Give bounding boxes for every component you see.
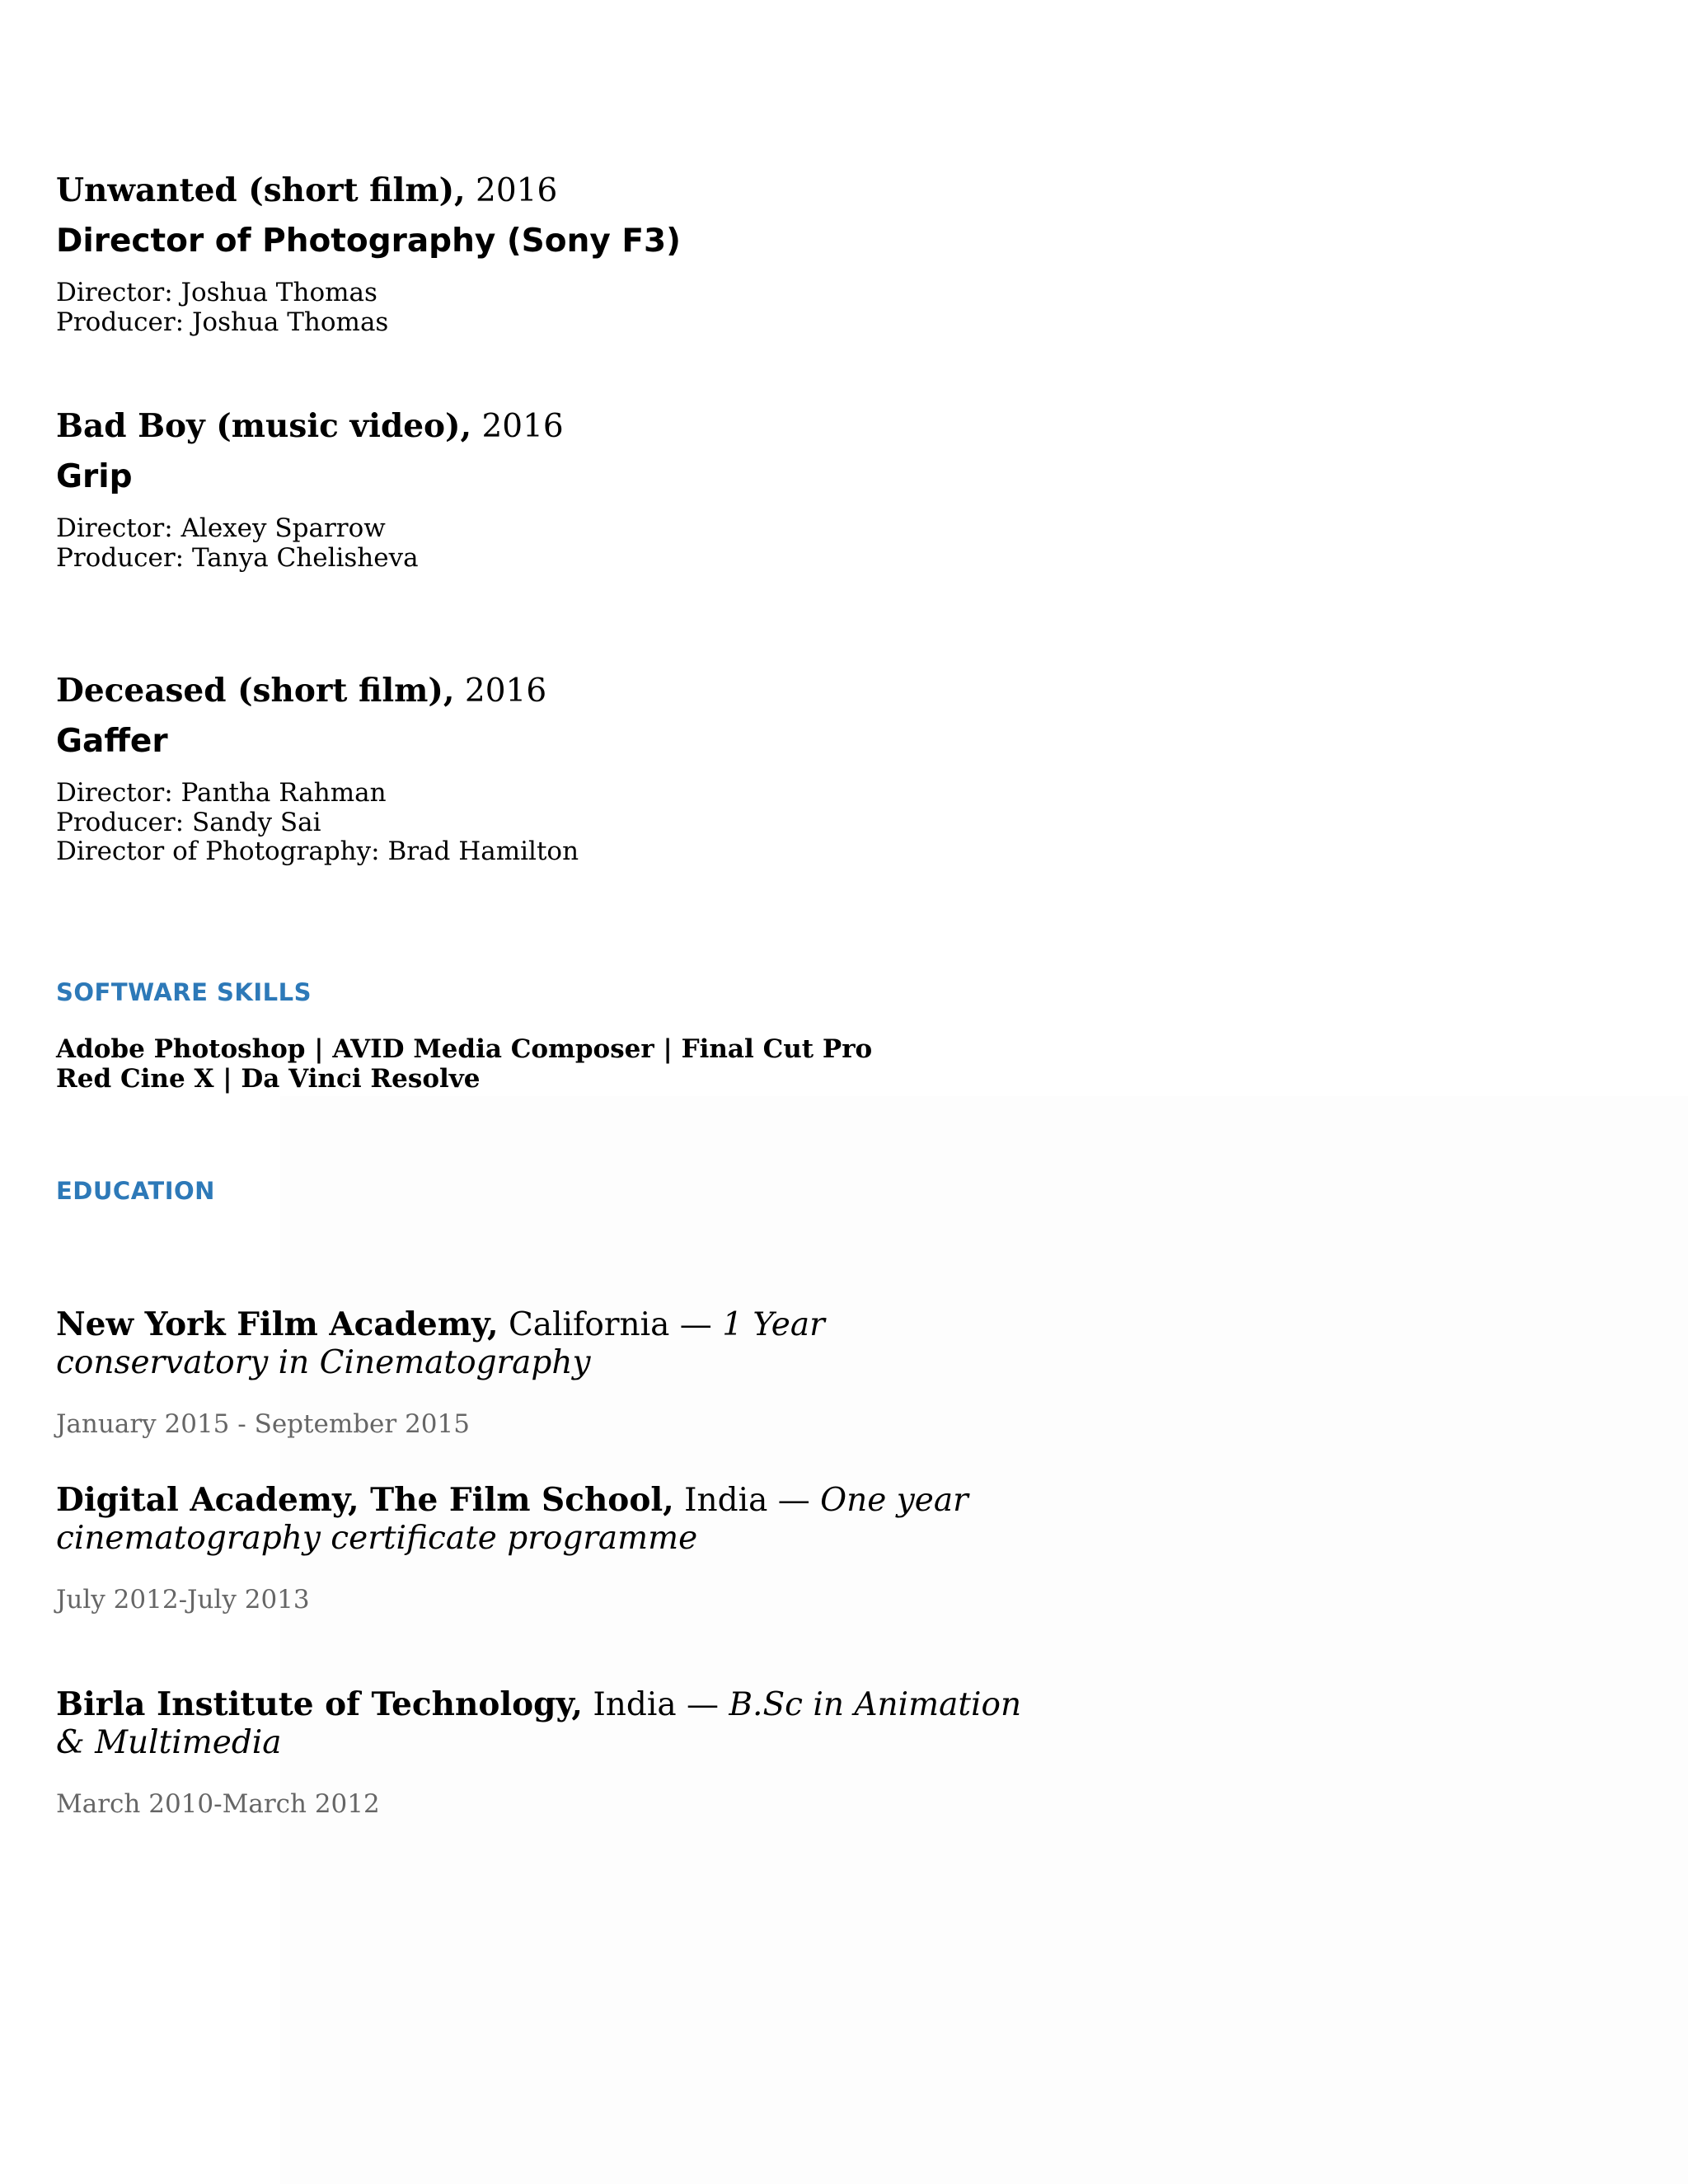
- job-title-deceased: [56, 672, 546, 710]
- job-title-name: Unwanted (short film),: [56, 171, 466, 209]
- job-role: Gaffer: [56, 723, 168, 760]
- job-title-bad-boy: [56, 407, 564, 446]
- education-dates: March 2010-March 2012: [56, 1789, 380, 1819]
- software-skills-list: [56, 1035, 872, 1094]
- job-year: 2016: [464, 673, 547, 710]
- job-role: Grip: [56, 458, 133, 495]
- school-location: India —: [593, 1686, 719, 1723]
- credit-line: Producer: Sandy Sai: [56, 807, 321, 837]
- job-year: 2016: [481, 408, 564, 445]
- education-heading: EDUCATION: [56, 1177, 215, 1205]
- credit-line: Producer: Tanya Chelisheva: [56, 542, 419, 573]
- job-title-unwanted: [56, 171, 557, 210]
- education-entry: [56, 1305, 1029, 1382]
- school-location: India —: [684, 1482, 810, 1519]
- skills-line: Adobe Photoshop | AVID Media Composer | Final Cut Pro: [56, 1034, 873, 1064]
- credit-line: Director: Alexey Sparrow: [56, 513, 386, 543]
- credit-line: Director of Photography: Brad Hamilton: [56, 837, 579, 866]
- program-name: 1 Year conservatory in Cinematography: [56, 1306, 825, 1381]
- education-entry: [56, 1685, 1029, 1762]
- education-dates: July 2012-July 2013: [56, 1585, 310, 1615]
- job-title-name: Deceased (short film),: [56, 672, 455, 710]
- program-name: One year cinematography certificate programme: [56, 1482, 968, 1557]
- credit-line: Director: Pantha Rahman: [56, 778, 387, 808]
- skills-line: Red Cine X | Da Vinci Resolve: [56, 1063, 481, 1094]
- school-name: Digital Academy, The Film School,: [56, 1481, 674, 1519]
- school-location: California —: [508, 1306, 712, 1343]
- job-title-name: Bad Boy (music video),: [56, 407, 472, 445]
- job-credits: [56, 279, 388, 337]
- credit-line: Producer: Joshua Thomas: [56, 307, 389, 337]
- school-name: Birla Institute of Technology,: [56, 1685, 583, 1723]
- education-dates: January 2015 - September 2015: [56, 1409, 470, 1439]
- job-role: Director of Photography (Sony F3): [56, 223, 681, 260]
- job-credits: [56, 779, 579, 867]
- credit-line: Director: Joshua Thomas: [56, 278, 377, 307]
- education-entry: [56, 1481, 1029, 1558]
- program-name: B.Sc in Animation & Multimedia: [56, 1686, 1022, 1761]
- page-background-shade: [280, 1096, 1688, 2184]
- job-credits: [56, 514, 419, 573]
- school-name: New York Film Academy,: [56, 1305, 499, 1343]
- job-year: 2016: [476, 172, 558, 209]
- software-skills-heading: SOFTWARE SKILLS: [56, 978, 312, 1006]
